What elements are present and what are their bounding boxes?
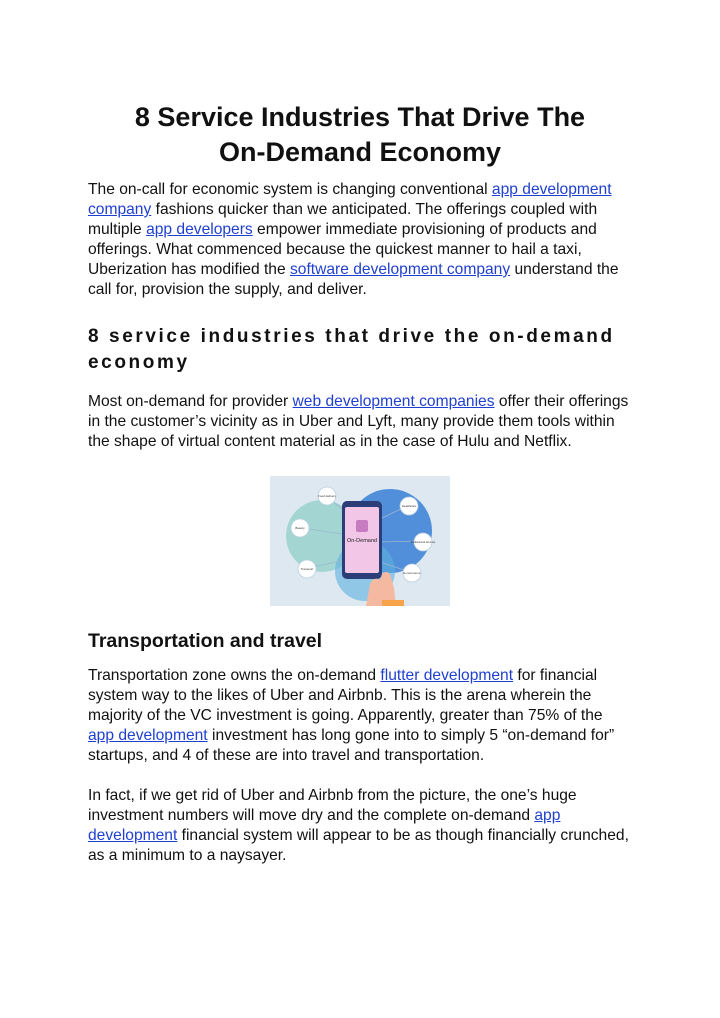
transport-paragraph-2 (88, 786, 632, 866)
intro-text-3: empower immediate provisioning of products and offerings. What commenced because the quickest manner to hail a taxi, Uberization has modified the (88, 221, 597, 278)
illustration-frame (270, 476, 450, 606)
title-line-2: On-Demand Economy (218, 137, 502, 167)
transport-paragraph-1 (88, 666, 632, 766)
node-food-delivery-label: Food delivery (317, 494, 337, 498)
section-text-1: Most on-demand for provider (88, 393, 293, 410)
intro-text-4: understand the call for, provision the supply, and deliver. (88, 261, 619, 298)
intro-text-1: The on-call for economic system is changing conventional (88, 181, 492, 198)
app-developers-link[interactable]: app developers (146, 221, 253, 238)
web-development-companies-link[interactable]: web development companies (292, 393, 495, 410)
app-development-company-link[interactable]: app development company (88, 181, 612, 218)
software-development-company-link[interactable]: software development company (289, 261, 511, 278)
title-line-1: 8 Service Industries That Drive The (134, 102, 586, 132)
section-heading: 8 service industries that drive the on-demand economy (88, 326, 615, 373)
app-development-link-2[interactable]: app development (88, 807, 561, 844)
node-healthcare-label: Healthcare (401, 504, 417, 508)
sleeve-shape (382, 600, 404, 606)
node-beauty-label: Beauty (295, 526, 305, 530)
phone-center-label: On-Demand (347, 538, 377, 544)
transport2-text-2: financial system will appear to be as though financially crunched, as a minimum to a naysayer. (88, 827, 629, 864)
transport2-text-1: In fact, if we get rid of Uber and Airbnb from the picture, the one’s huge investment numbers will move dry and the complete on-demand (88, 787, 577, 824)
section-text-2: offer their offerings in the customer’s vicinity as in Uber and Lyft, many provide them tools within the shape of virtual content material as in the case of Hulu and Netflix. (88, 393, 629, 450)
page-title (88, 0, 632, 170)
app-development-link[interactable]: app development (88, 727, 208, 744)
intro-paragraph (88, 180, 632, 300)
node-professional-services-label: Professional services (410, 541, 436, 544)
intro-text-2: fashions quicker than we anticipated. The offerings coupled with multiple (88, 201, 598, 238)
transport-text-3: investment has long gone into to simply 5 “on-demand for” startups, and 4 of these are into travel and transportation. (88, 727, 615, 764)
phone-app-icon (356, 520, 368, 532)
node-e-commerce-label: E-commerce (403, 571, 421, 575)
illustration-svg (270, 476, 450, 606)
on-demand-illustration (88, 476, 632, 606)
transport-text-2: for financial system way to the likes of Uber and Airbnb. This is the arena wherein the majority of the VC investment is going. Apparently, greater than 75% of the (88, 667, 603, 724)
flutter-development-link[interactable]: flutter development (380, 667, 514, 684)
transport-text-1: Transportation zone owns the on-demand (88, 667, 381, 684)
node-transport-label: Transport (300, 567, 314, 571)
section-paragraph (88, 392, 632, 452)
transportation-heading: Transportation and travel (88, 630, 323, 652)
